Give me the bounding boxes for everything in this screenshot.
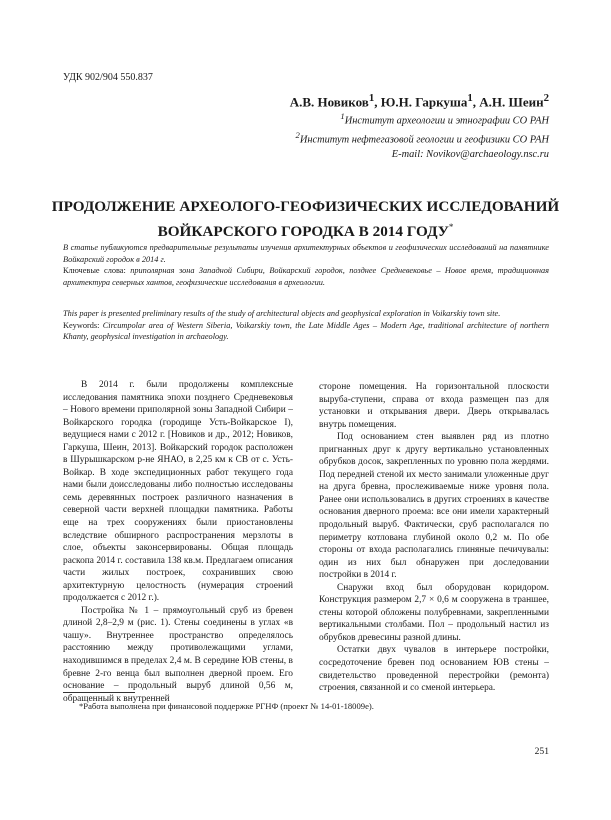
keywords-label: Keywords:: [63, 320, 100, 330]
author-name: А.Н. Шеин: [479, 94, 544, 110]
title-text: ВОЙКАРСКОГО ГОРОДКА В 2014 ГОДУ: [157, 223, 449, 241]
paper-title: [40, 197, 571, 242]
affiliation-1: [295, 109, 549, 128]
abstract-russian: [63, 242, 549, 288]
keywords-text: приполярная зона Западной Сибири, Войкарский городок, позднее Средневековье – Новое время, традиционная архитектура северных хантов, геофизические исследования в археологии.: [63, 266, 549, 287]
abstract-text: В статье публикуются предварительные результаты изучения архитектурных объектов и геофизических исследований на памятнике Войкарский городок в 2014 г.: [63, 243, 549, 264]
affil-text: Институт нефтегазовой геологии и геофизики СО РАН: [299, 134, 549, 146]
udk-code: УДК 902/904 550.837: [63, 72, 153, 83]
keywords-label: Ключевые слова:: [63, 266, 126, 276]
body-column-left: [63, 379, 293, 705]
paragraph: Постройка № 1 – прямоугольный сруб из бревен длиной 2,8–2,9 м (рис. 1). Стены соединены в углах «в чашу». Внутреннее пространство определялось расстоянию между противолежащими углами, находившимся в пределах 2,4 м. В середине ЮВ стены, в бревне 2-го венца был выполнен дверной проем. Его основание – продольный выруб длиной 0,56 м, обращенный к внутренней: [63, 605, 293, 704]
body-column-right: [319, 381, 549, 695]
page-number: 251: [534, 746, 549, 757]
keywords-text: Circumpolar area of Western Siberia, Voikarskiy town, the Late Middle Ages – Modern Age, traditional architecture of northern Khanty, geophysical investigation in archaeology.: [63, 320, 549, 342]
affil-mark: 1: [340, 111, 345, 121]
affil-text: Институт археологии и этнографии СО РАН: [344, 115, 549, 127]
title-line-1: ПРОДОЛЖЕНИЕ АРХЕОЛОГО-ГЕОФИЗИЧЕСКИХ ИССЛЕДОВАНИЙ: [51, 198, 560, 215]
author-name: А.В. Новиков: [289, 94, 369, 110]
paragraph: В 2014 г. были продолжены комплексные исследования памятника эпохи позднего Средневековья – Нового времени приполярной зоны Западной Сибири – Войкарского городка (городище Усть-Войкарское I), ведущиеся нами с 2012 г. [Новиков и др., 2012; Новиков, Гаркуша, Шеин, 2013]. Войкарский городок расположен в Шурышкарском р-не ЯНАО, в 2,25 км к СВ от с. Усть-Войкар. В ходе экспедиционных работ текущего года нами были доисследованы либо полностью исследованы семь деревянных построек различного назначения в северной части верхней площадки памятника. Работы еще на трех сооружениях были приостановлены вследствие обширного распространения мерзлоты в слое, объекты законсервированы. Общая площадь раскопа 2014 г. составила 138 кв.м. Предлагаем описания части жилых построек, сохранивших свою архитектурную целостность (нумерация строений продолжается с 2012 г.).: [63, 380, 293, 604]
abstract-english: [63, 308, 549, 343]
footnote-divider: [63, 692, 135, 693]
affiliation-2: [295, 128, 549, 147]
abstract-text: This paper is presented preliminary results of the study of architectural objects and geophysical exploration in Voikarskiy town site.: [63, 309, 501, 318]
author-name: Ю.Н. Гаркуша: [380, 94, 468, 110]
paragraph: Остатки двух чувалов в интерьере постройки, сосредоточение бревен под основанием ЮВ стены – свидетельство проведенной перестройки (ремонта) строения, связанной и со сменой интерьера.: [319, 645, 549, 694]
footnote-marker: *: [448, 222, 454, 232]
affil-mark: 2: [295, 130, 300, 141]
author-affil-mark: 1: [368, 92, 375, 104]
author-email: E-mail: Novikov@archaeology.nsc.ru: [391, 148, 549, 160]
footnote: *Работа выполнена при финансовой поддержке РГНФ (проект № 14-01-18009е).: [79, 701, 374, 711]
paragraph: Под основанием стен выявлен ряд из плотно пригнанных друг к другу вертикально установленных обрубков досок, закрепленных по уровню пола жердями. Под передней стеной их место занимали уложенные друг на друга бревна, прослеживаемые ниже уровня пола. Ранее они использовались в других строениях в качестве основания дверного проема: все они имели характерный продольный выруб. Фактически, сруб располагался по периметру котлована глубиной около 0,2 м. По обе стороны от входа располагались глиняные печичувалы: один из них был обнаружен при доследовании постройки в 2014 г.: [319, 432, 549, 581]
affiliations: [295, 109, 549, 162]
authors-line: А.В. Новиков$^1$, Ю.Н. Гаркуша$^1$, А.Н. Шеин$^2$: [289, 92, 549, 110]
paragraph: стороне помещения. На горизонтальной плоскости выруба-ступени, справа от входа размещен паз для установки и открывания двери. Дверь открывалась внутрь помещения.: [319, 382, 549, 430]
paragraph: Снаружи вход был оборудован коридором. Конструкция размером 2,7 × 0,6 м сооружена в траншее, стены которой обложены полубревнами, закрепленными вертикальными столбами. Пол – продольный настил из обрубков древесины разной длины.: [319, 582, 549, 643]
title-line-2: [40, 217, 571, 242]
author-affil-mark: 2: [543, 92, 549, 104]
author-affil-mark: 1: [467, 92, 473, 104]
